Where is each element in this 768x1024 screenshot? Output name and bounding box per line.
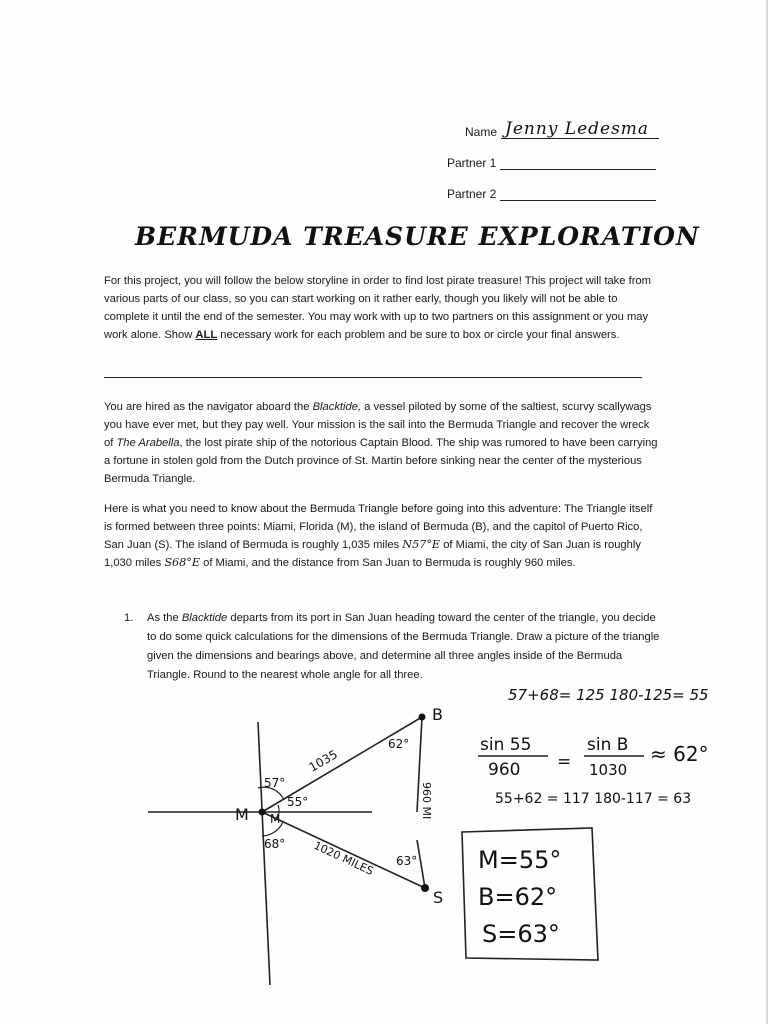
story-ship-1: Blacktide,	[312, 401, 362, 413]
label-b: B	[432, 705, 443, 724]
sin-approx: ≈ 62°	[650, 742, 709, 766]
point-b	[419, 714, 426, 721]
label-side-bs: 960 MI	[420, 782, 433, 820]
page-title: BERMUDA TREASURE EXPLORATION	[135, 222, 700, 251]
label-s: S	[433, 888, 444, 907]
side-mb	[262, 717, 422, 812]
partner1-label: Partner 1	[447, 156, 497, 170]
calc-top: 57+68= 125 180-125= 55	[508, 686, 709, 704]
name-label: Name	[465, 125, 498, 139]
point-m	[259, 809, 266, 816]
partner2-label: Partner 2	[447, 187, 497, 201]
label-side-mb: 1035	[306, 747, 340, 775]
label-angle-63: 63°	[396, 854, 418, 868]
side-ms	[262, 812, 425, 888]
story-text-3: , the lost pirate ship of the notorious Captain Blood. The ship was rumored to have been carrying a fortune in stolen gold from the Dutch province of St. Martin before sinking near the center of the mysterious Bermuda Triangle.	[104, 437, 658, 485]
question-text-2: departs from its port in San Juan heading toward the center of the triangle, you decide to do some quick calculations for the dimensions of the Bermuda Triangle. Draw a picture of the triangle given the dimensions and bearings above, and determine all three angles inside of the Bermuda Triangle. Round to the nearest whole angle for all three.	[147, 612, 660, 681]
story-ship-2: The Arabella	[116, 437, 180, 449]
sin-right-num: sin B	[587, 735, 629, 755]
bearing-2: S68°E	[164, 556, 200, 569]
label-angle-55: 55°	[287, 795, 309, 809]
question-text-1: As the	[147, 612, 182, 624]
story-text-2: a vessel piloted by some of the saltiest, scurvy scallywags you have ever met, but they pay well. Your mission is the sail into the Bermuda Triangle and recover the wreck of	[104, 401, 652, 449]
intro-text-2: necessary work for each problem and be sure to box or circle your final answers.	[217, 329, 620, 341]
sin-right-den: 1030	[589, 761, 628, 779]
name-signature: Jenny Ledesma	[505, 119, 650, 139]
sin-equals: =	[557, 752, 572, 772]
question-number: 1.	[124, 612, 134, 624]
point-s	[421, 884, 429, 892]
label-m: M	[235, 805, 249, 824]
answer-b: B=62°	[478, 883, 558, 911]
story-text-1: You are hired as the navigator aboard the	[104, 401, 313, 413]
intro-text-1: For this project, you will follow the below storyline in order to find lost pirate treasure! This project will take from various parts of our class, so you can start working on it rather early, though you likely will not be able to complete it until the end of the semester. You may work with up to two partners on this assignment or you may work alone. Show	[104, 275, 651, 341]
facts-text-1: Here is what you need to know about the Bermuda Triangle before going into this adventure: The Triangle itself is formed between three points: Miami, Florida (M), the island of Bermuda (B), and the capitol of Puerto Rico, San Juan (S). The island of Bermuda is roughly 1,035 miles	[104, 503, 653, 551]
side-bs-lower	[417, 840, 425, 888]
answer-m: M=55°	[478, 846, 562, 874]
label-angle-68: 68°	[264, 837, 286, 851]
sum-line: 55+62 = 117 180-117 = 63	[495, 791, 692, 807]
label-side-ms: 1020 MILES	[311, 838, 376, 878]
north-south-line	[258, 722, 270, 985]
label-m-inner: M	[270, 812, 281, 826]
sin-left-den: 960	[488, 760, 521, 780]
label-angle-57: 57°	[264, 776, 286, 790]
facts-text-2: of Miami, the city of San Juan is roughly 1,030 miles	[104, 539, 641, 569]
answer-s: S=63°	[482, 920, 560, 948]
sin-left-num: sin 55	[480, 735, 532, 755]
label-angle-62: 62°	[388, 737, 410, 751]
intro-emphasis: ALL	[195, 329, 218, 341]
bearing-1: N57°E	[402, 538, 441, 551]
question-ship: Blacktide	[181, 612, 228, 624]
facts-text-3: of Miami, and the distance from San Juan to Bermuda is roughly 960 miles.	[200, 557, 576, 569]
